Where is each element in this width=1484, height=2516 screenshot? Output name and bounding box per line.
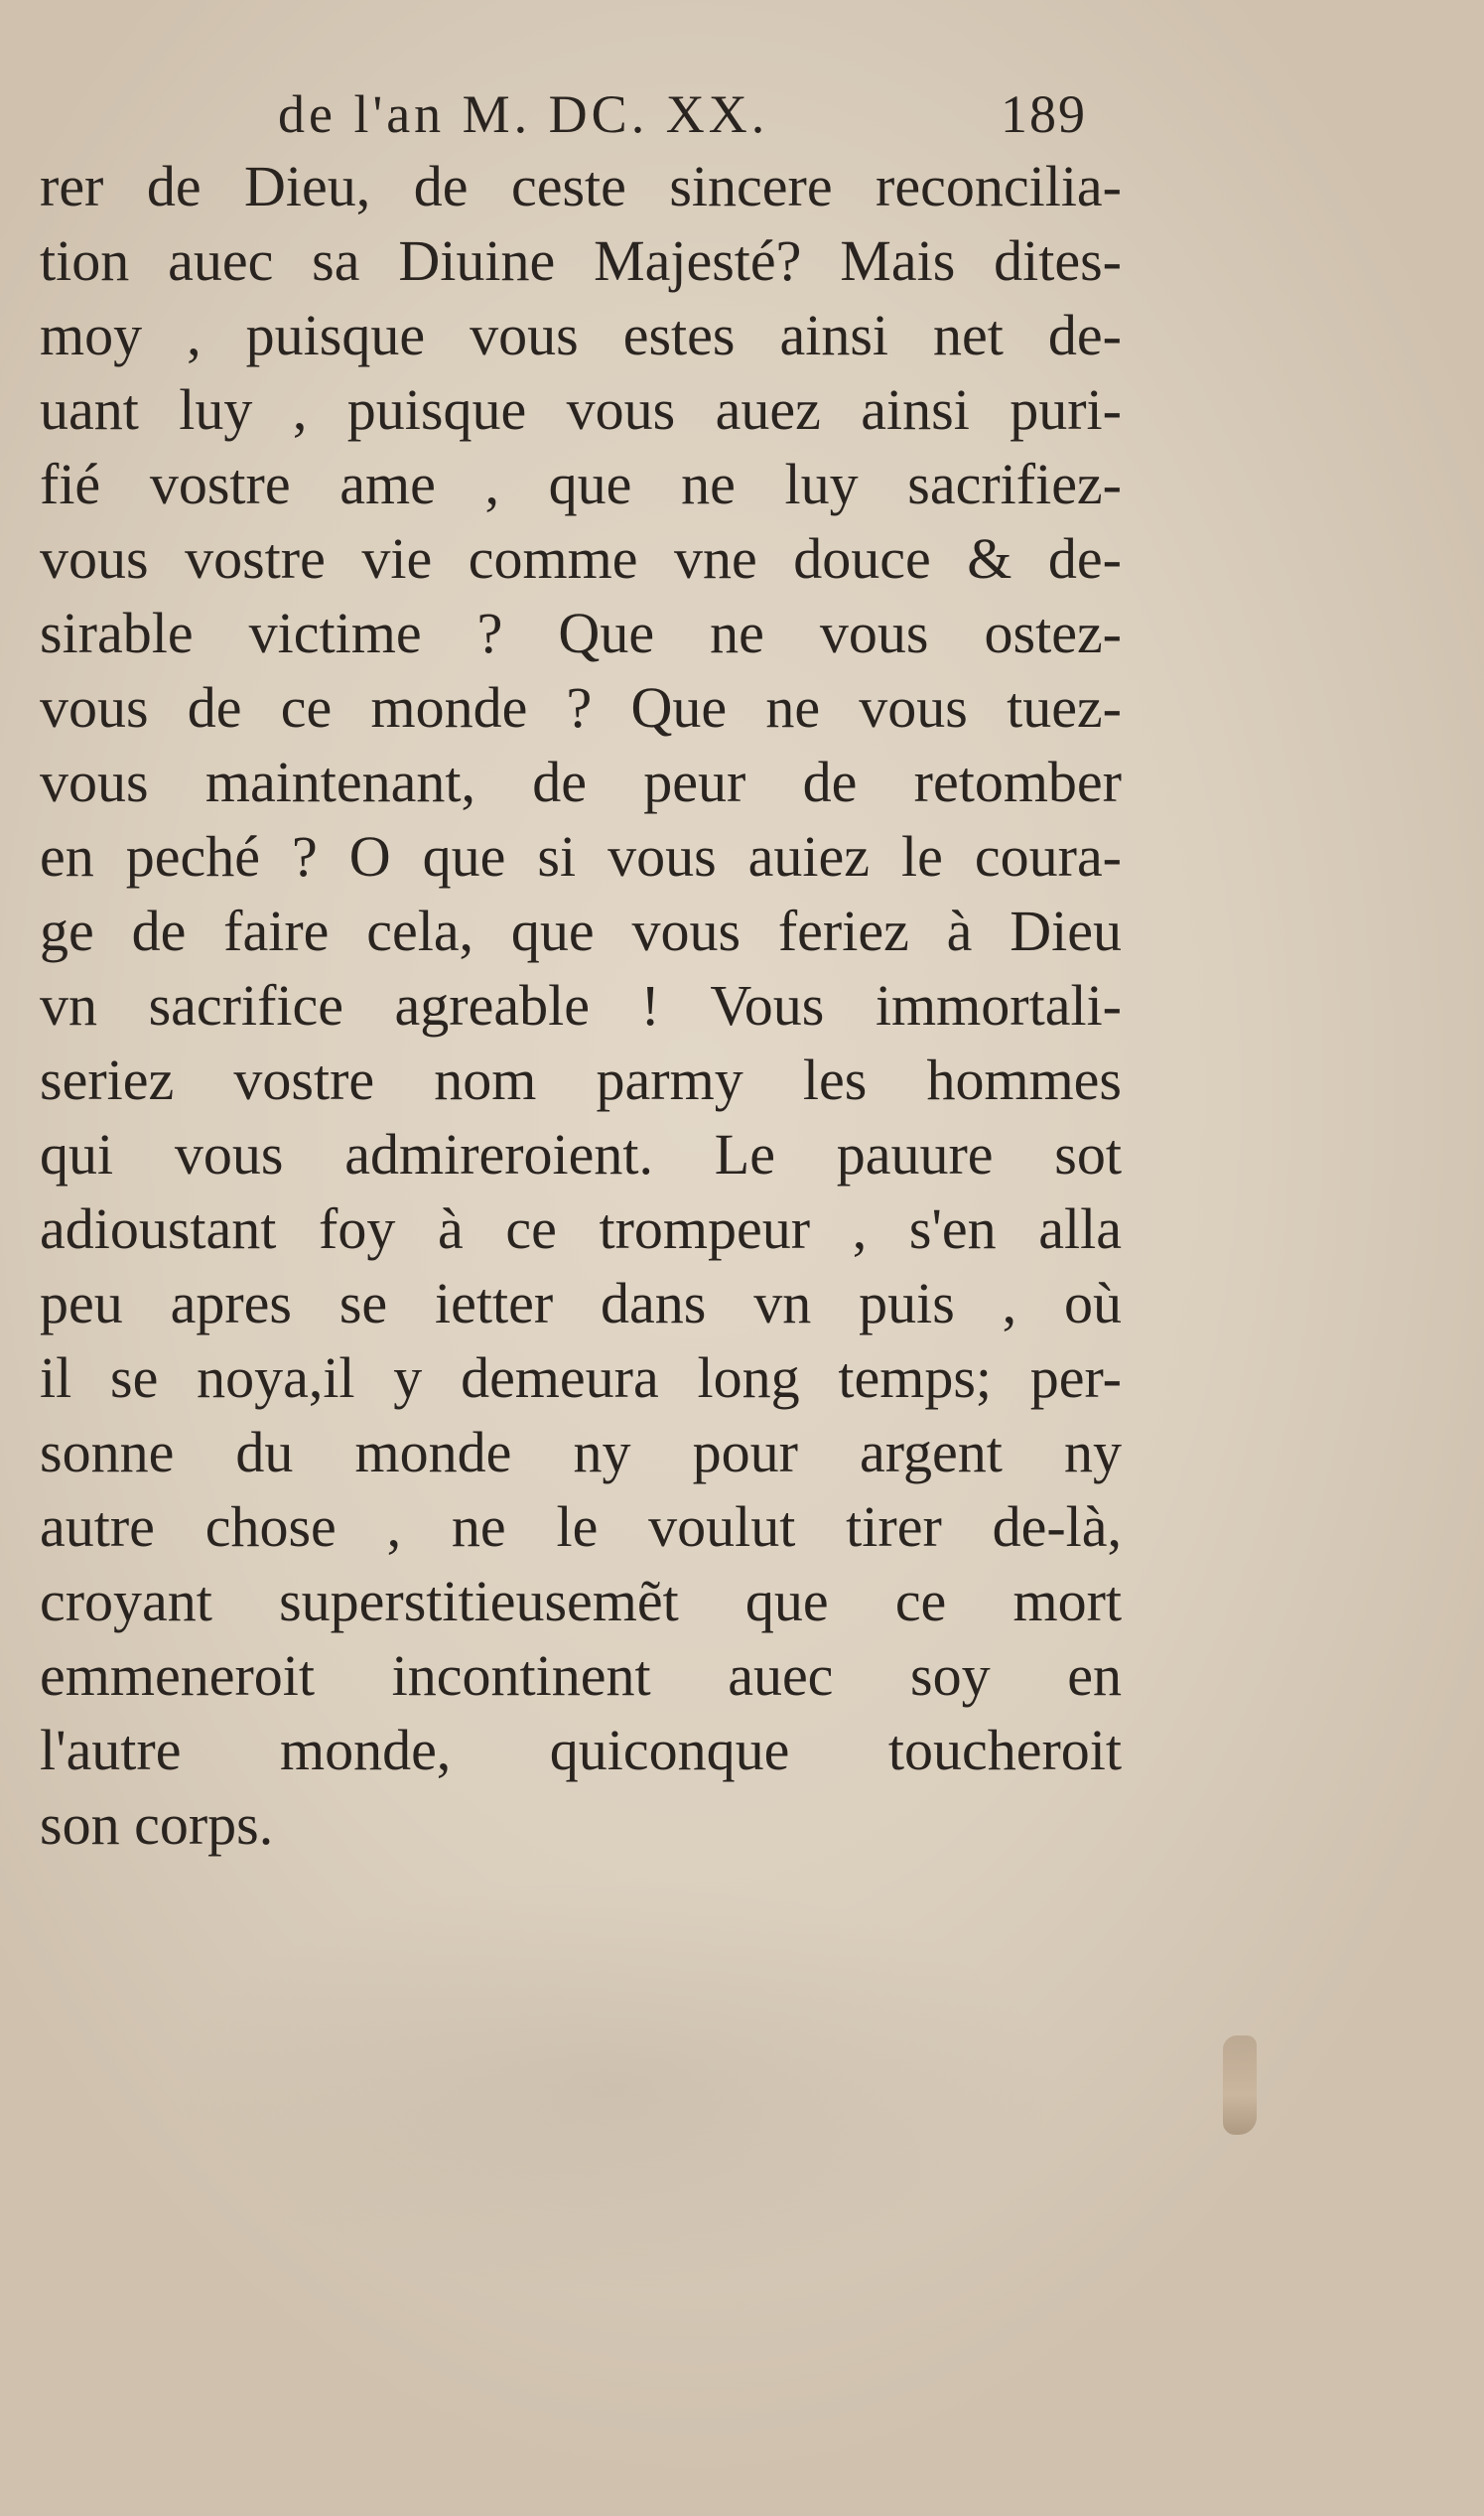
text-line: vous maintenant, de peur de retomber	[40, 750, 1122, 814]
running-header	[40, 79, 1122, 149]
text-line: vous vostre vie comme vne douce & de-	[40, 526, 1122, 591]
page-text-block	[40, 79, 1122, 1862]
body-text	[40, 149, 1122, 1862]
text-line: sirable victime ? Que ne vous ostez-	[40, 601, 1122, 665]
text-line: vn sacrifice agreable ! Vous immortali-	[40, 973, 1122, 1038]
running-title: de l'an M. DC. XX.	[278, 84, 769, 144]
text-line: seriez vostre nom parmy les hommes	[40, 1048, 1122, 1112]
text-line: vous de ce monde ? Que ne vous tuez-	[40, 675, 1122, 740]
paper-stain	[1223, 2035, 1257, 2135]
page-number: 189	[1001, 84, 1087, 144]
text-line: son corps.	[40, 1792, 274, 1857]
text-line: emmeneroit incontinent auec soy en	[40, 1643, 1122, 1708]
text-line: l'autre monde, quiconque toucheroit	[40, 1718, 1122, 1782]
text-line: adioustant foy à ce trompeur , s'en alla	[40, 1196, 1122, 1261]
text-line: peu apres se ietter dans vn puis , où	[40, 1271, 1122, 1335]
text-line: qui vous admireroient. Le pauure sot	[40, 1122, 1122, 1187]
text-line: uant luy , puisque vous auez ainsi puri-	[40, 377, 1122, 442]
text-line: il se noya,il y demeura long temps; per-	[40, 1345, 1122, 1410]
show-through-text	[89, 1847, 1181, 2264]
text-line: rer de Dieu, de ceste sincere reconcilia-	[40, 154, 1122, 218]
text-line: moy , puisque vous estes ainsi net de-	[40, 303, 1122, 367]
text-line: autre chose , ne le voulut tirer de-là,	[40, 1494, 1122, 1559]
text-line: tion auec sa Diuine Majesté? Mais dites-	[40, 228, 1122, 293]
text-line: croyant superstitieusemẽt que ce mort	[40, 1569, 1122, 1633]
text-line: en peché ? O que si vous auiez le coura-	[40, 824, 1122, 889]
text-line: sonne du monde ny pour argent ny	[40, 1420, 1122, 1484]
text-line: fié vostre ame , que ne luy sacrifiez-	[40, 452, 1122, 516]
text-line: ge de faire cela, que vous feriez à Dieu	[40, 899, 1122, 963]
